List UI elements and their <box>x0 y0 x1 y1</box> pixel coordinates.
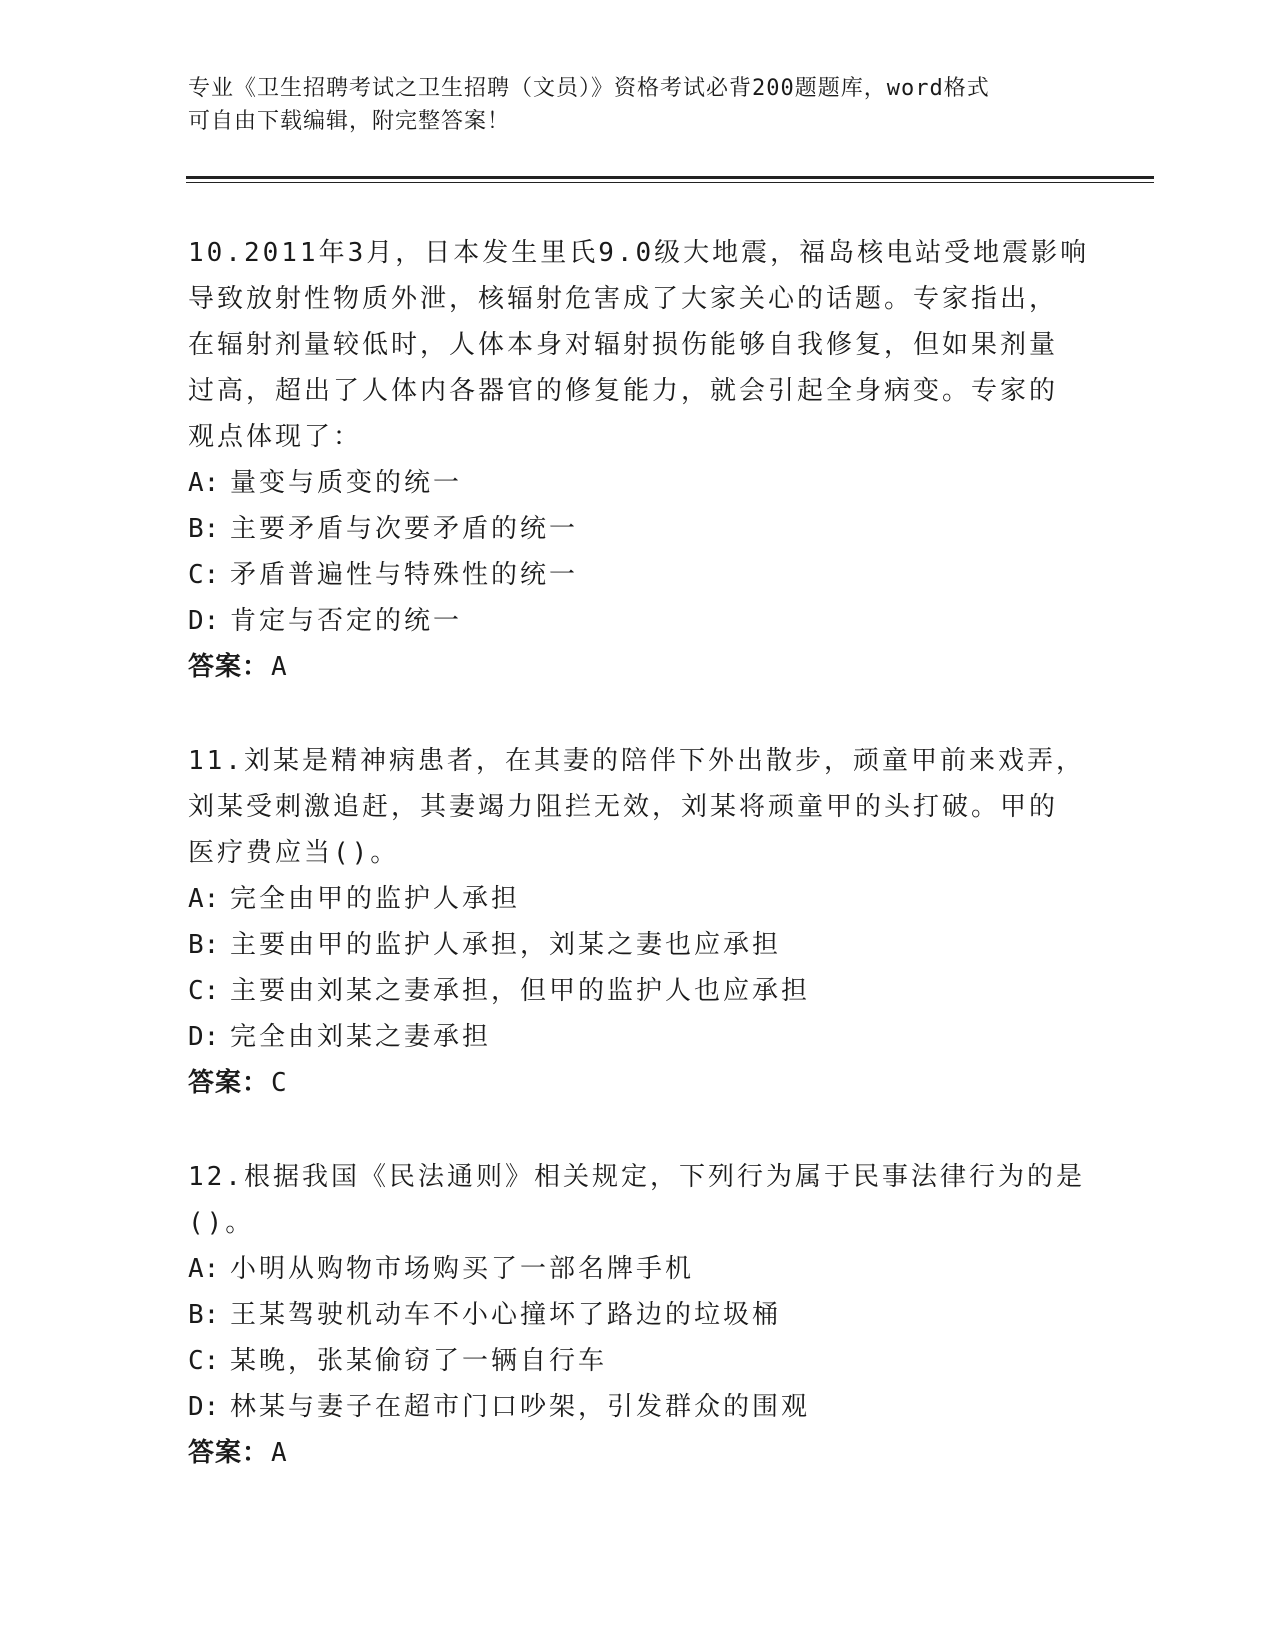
option-text: 矛盾普遍性与特殊性的统一 <box>230 560 579 590</box>
answer-value: C <box>271 1068 288 1098</box>
header-line-1: 专业《卫生招聘考试之卫生招聘（文员）》资格考试必背200题题库，word格式 <box>188 76 990 101</box>
option-a <box>188 460 1088 506</box>
question-text-line: 导致放射性物质外泄，核辐射危害成了大家关心的话题。专家指出， <box>188 284 1059 314</box>
option-text: 小明从购物市场购买了一部名牌手机 <box>230 1254 695 1284</box>
option-text: 主要由甲的监护人承担，刘某之妻也应承担 <box>230 930 782 960</box>
answer-value: A <box>271 652 288 682</box>
question-list <box>188 230 1088 1524</box>
answer-label: 答案： <box>188 1438 270 1468</box>
option-letter: B: <box>188 930 220 960</box>
option-text: 完全由刘某之妻承担 <box>230 1022 492 1052</box>
question-text-line: ()。 <box>188 1208 255 1238</box>
answer-line <box>188 1060 1088 1106</box>
option-c <box>188 552 1088 598</box>
option-text: 主要矛盾与次要矛盾的统一 <box>230 514 579 544</box>
option-text: 肯定与否定的统一 <box>230 606 463 636</box>
option-text: 林某与妻子在超市门口吵架，引发群众的围观 <box>230 1392 811 1422</box>
question-12 <box>188 1154 1088 1476</box>
document-header <box>188 72 1068 138</box>
question-text-line: 观点体现了： <box>188 422 363 452</box>
header-line-2: 可自由下载编辑，附完整答案！ <box>188 109 511 134</box>
option-c <box>188 1338 1088 1384</box>
option-letter: A: <box>188 468 220 498</box>
option-b <box>188 1292 1088 1338</box>
option-text: 王某驾驶机动车不小心撞坏了路边的垃圾桶 <box>230 1300 782 1330</box>
option-c <box>188 968 1088 1014</box>
question-text-line: 10.2011年3月，日本发生里氏9.0级大地震，福岛核电站受地震影响 <box>188 238 1090 268</box>
option-b <box>188 506 1088 552</box>
option-a <box>188 876 1088 922</box>
option-letter: D: <box>188 606 220 636</box>
option-text: 量变与质变的统一 <box>230 468 463 498</box>
option-text: 主要由刘某之妻承担，但甲的监护人也应承担 <box>230 976 811 1006</box>
option-letter: D: <box>188 1022 220 1052</box>
answer-value: A <box>271 1438 288 1468</box>
question-text-line: 在辐射剂量较低时，人体本身对辐射损伤能够自我修复，但如果剂量 <box>188 330 1059 360</box>
option-letter: A: <box>188 1254 220 1284</box>
option-letter: C: <box>188 1346 220 1376</box>
answer-line <box>188 644 1088 690</box>
question-text-line: 医疗费应当()。 <box>188 838 400 868</box>
answer-label: 答案： <box>188 652 270 682</box>
header-divider-thin <box>186 182 1154 183</box>
option-text: 完全由甲的监护人承担 <box>230 884 521 914</box>
option-a <box>188 1246 1088 1292</box>
option-letter: D: <box>188 1392 220 1422</box>
question-text-line: 刘某受刺激追赶，其妻竭力阻拦无效，刘某将顽童甲的头打破。甲的 <box>188 792 1059 822</box>
header-divider-thick <box>186 176 1154 179</box>
question-text-line: 12.根据我国《民法通则》相关规定，下列行为属于民事法律行为的是 <box>188 1162 1085 1192</box>
answer-label: 答案： <box>188 1068 270 1098</box>
option-letter: B: <box>188 1300 220 1330</box>
answer-line <box>188 1430 1088 1476</box>
option-letter: A: <box>188 884 220 914</box>
question-text-line: 过高，超出了人体内各器官的修复能力，就会引起全身病变。专家的 <box>188 376 1059 406</box>
option-letter: C: <box>188 560 220 590</box>
question-10 <box>188 230 1088 690</box>
option-d <box>188 1014 1088 1060</box>
option-text: 某晚，张某偷窃了一辆自行车 <box>230 1346 608 1376</box>
question-text-line: 11.刘某是精神病患者，在其妻的陪伴下外出散步，顽童甲前来戏弄， <box>188 746 1085 776</box>
option-d <box>188 598 1088 644</box>
option-letter: C: <box>188 976 220 1006</box>
option-d <box>188 1384 1088 1430</box>
option-letter: B: <box>188 514 220 544</box>
option-b <box>188 922 1088 968</box>
question-11 <box>188 738 1088 1106</box>
